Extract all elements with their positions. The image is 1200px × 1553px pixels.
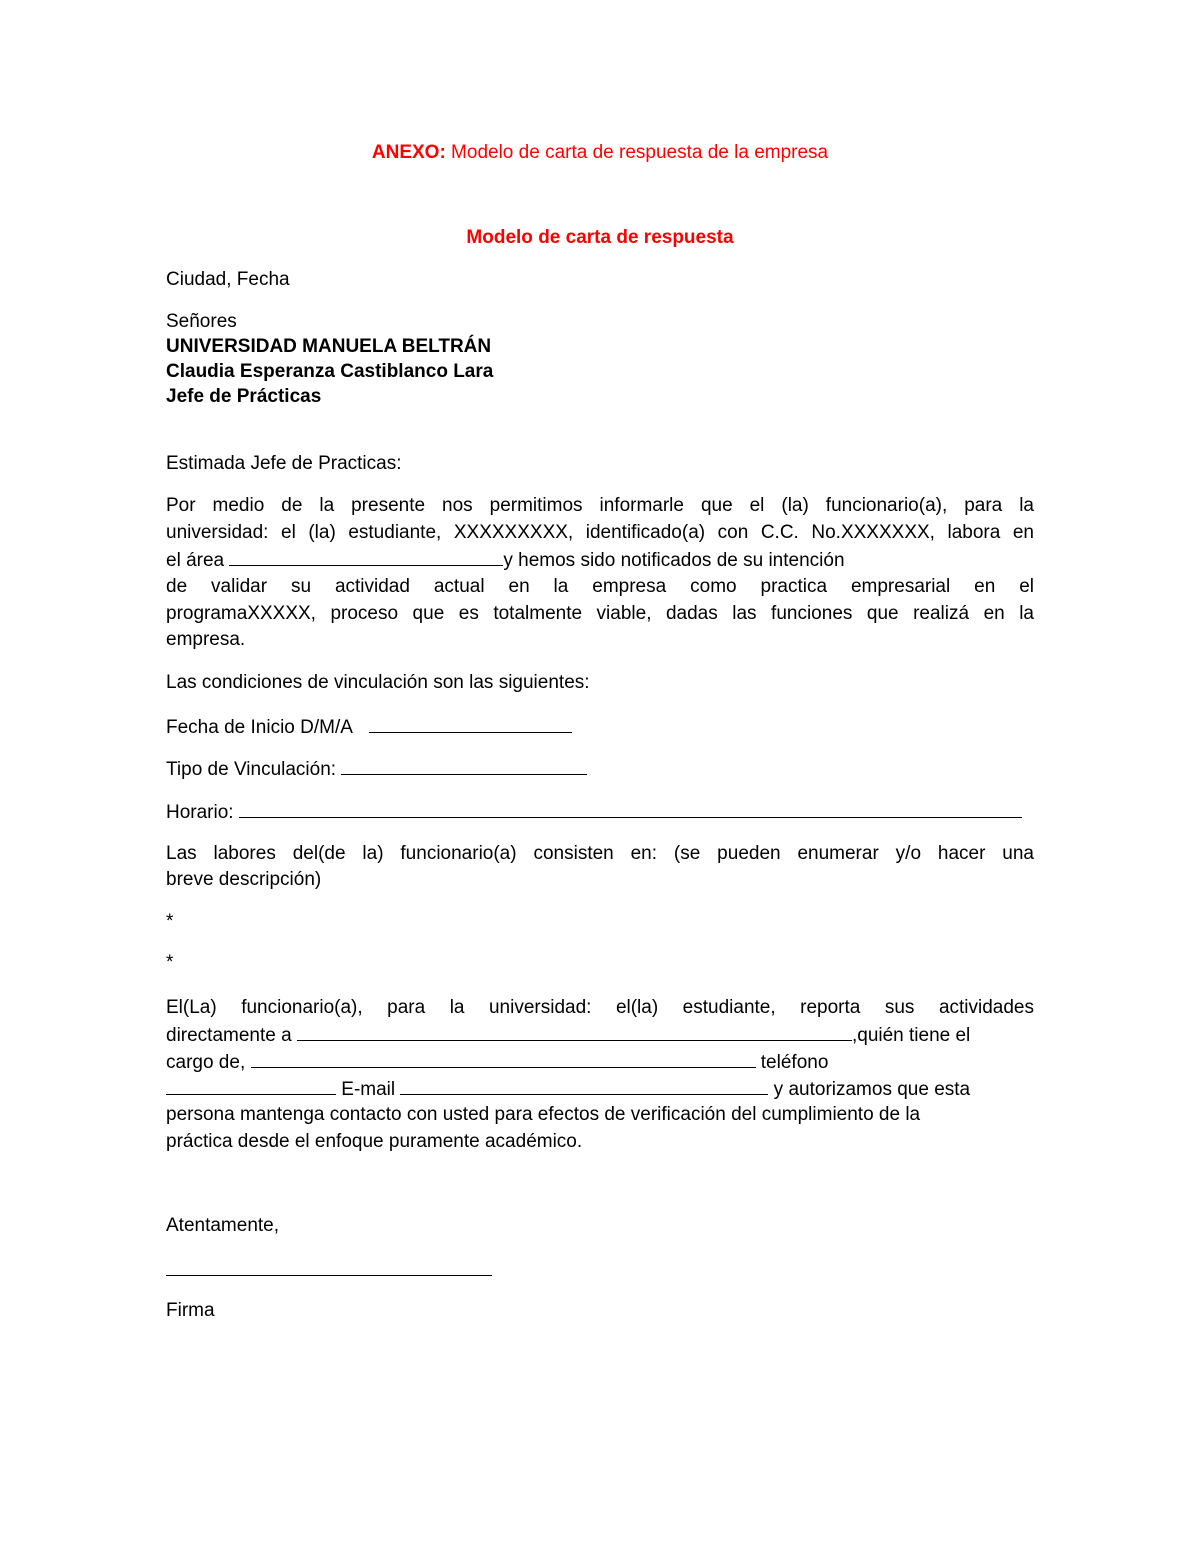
supervisor-blank-field[interactable] (297, 1022, 852, 1041)
annex-heading (0, 141, 1200, 165)
conditions-intro: Las condiciones de vinculación son las siguientes: (166, 672, 590, 693)
para2-line: persona mantenga contacto con usted para efectos de verificación del cumplimiento de la (166, 1104, 921, 1125)
start-date-blank-field[interactable] (369, 714, 572, 733)
para2-position-prefix: cargo de, (166, 1052, 251, 1073)
schedule-label: Horario: (166, 802, 234, 823)
link-type-row (166, 756, 587, 782)
duties-line: Las labores del(de la) funcionario(a) consisten en: (se pueden enumerar y/o hacer una (166, 843, 1034, 864)
para1-line-area (166, 547, 845, 573)
para1-area-prefix: el área (166, 550, 230, 571)
para2-line: práctica desde el enfoque puramente académico. (166, 1131, 583, 1152)
link-type-label: Tipo de Vinculación: (166, 759, 337, 780)
duties-line: breve descripción) (166, 869, 322, 890)
schedule-row (166, 799, 1022, 825)
email-blank-field[interactable] (400, 1076, 768, 1095)
para1-line: programaXXXXX, proceso que es totalmente viable, dadas las funciones que realizá en la (166, 603, 1034, 624)
para2-supervisor-prefix: directamente a (166, 1025, 297, 1046)
signature-label: Firma (166, 1300, 215, 1321)
start-date-row (166, 714, 572, 740)
greeting: Estimada Jefe de Practicas: (166, 453, 402, 474)
area-blank-field[interactable] (229, 547, 503, 566)
model-title: Modelo de carta de respuesta (466, 227, 734, 248)
signature-line-row (166, 1257, 492, 1283)
recipient-role: Jefe de Prácticas (166, 386, 322, 407)
para2-line-supervisor (166, 1022, 970, 1048)
position-blank-field[interactable] (251, 1049, 756, 1068)
schedule-blank-field[interactable] (239, 799, 1022, 818)
link-type-blank-field[interactable] (341, 756, 587, 775)
para2-phone-label: teléfono (755, 1052, 829, 1073)
recipient-name: Claudia Esperanza Castiblanco Lara (166, 361, 494, 382)
para1-line: Por medio de la presente nos permitimos informarle que el (la) funcionario(a), para la (166, 495, 1034, 516)
bullet-item: * (166, 952, 174, 973)
place-date: Ciudad, Fecha (166, 269, 290, 290)
start-date-label: Fecha de Inicio D/M/A (166, 717, 353, 738)
bullet-item: * (166, 911, 174, 932)
annex-title: Modelo de carta de respuesta de la empresa (445, 142, 829, 163)
para1-area-suffix: y hemos sido notificados de su intención (503, 550, 845, 571)
para1-line: empresa. (166, 629, 246, 650)
recipient-org: UNIVERSIDAD MANUELA BELTRÁN (166, 336, 492, 357)
para2-email-label: E-mail (336, 1079, 401, 1100)
phone-blank-field[interactable] (166, 1076, 336, 1095)
para1-line: de validar su actividad actual en la empresa como practica empresarial en el (166, 576, 1034, 597)
para2-authorize-text: y autorizamos que esta (768, 1079, 971, 1100)
para2-line: El(La) funcionario(a), para la universidad: el(la) estudiante, reporta sus actividades (166, 997, 1034, 1018)
para2-line-contact (166, 1076, 970, 1102)
salutation-to: Señores (166, 311, 237, 332)
closing: Atentamente, (166, 1215, 280, 1236)
para1-line: universidad: el (la) estudiante, XXXXXXXXX, identificado(a) con C.C. No.XXXXXXX, labora en (166, 522, 1034, 543)
para2-supervisor-suffix: ,quién tiene el (851, 1025, 971, 1046)
annex-label: ANEXO: (371, 142, 446, 163)
para2-line-position (166, 1049, 828, 1075)
signature-blank-field[interactable] (166, 1257, 492, 1276)
